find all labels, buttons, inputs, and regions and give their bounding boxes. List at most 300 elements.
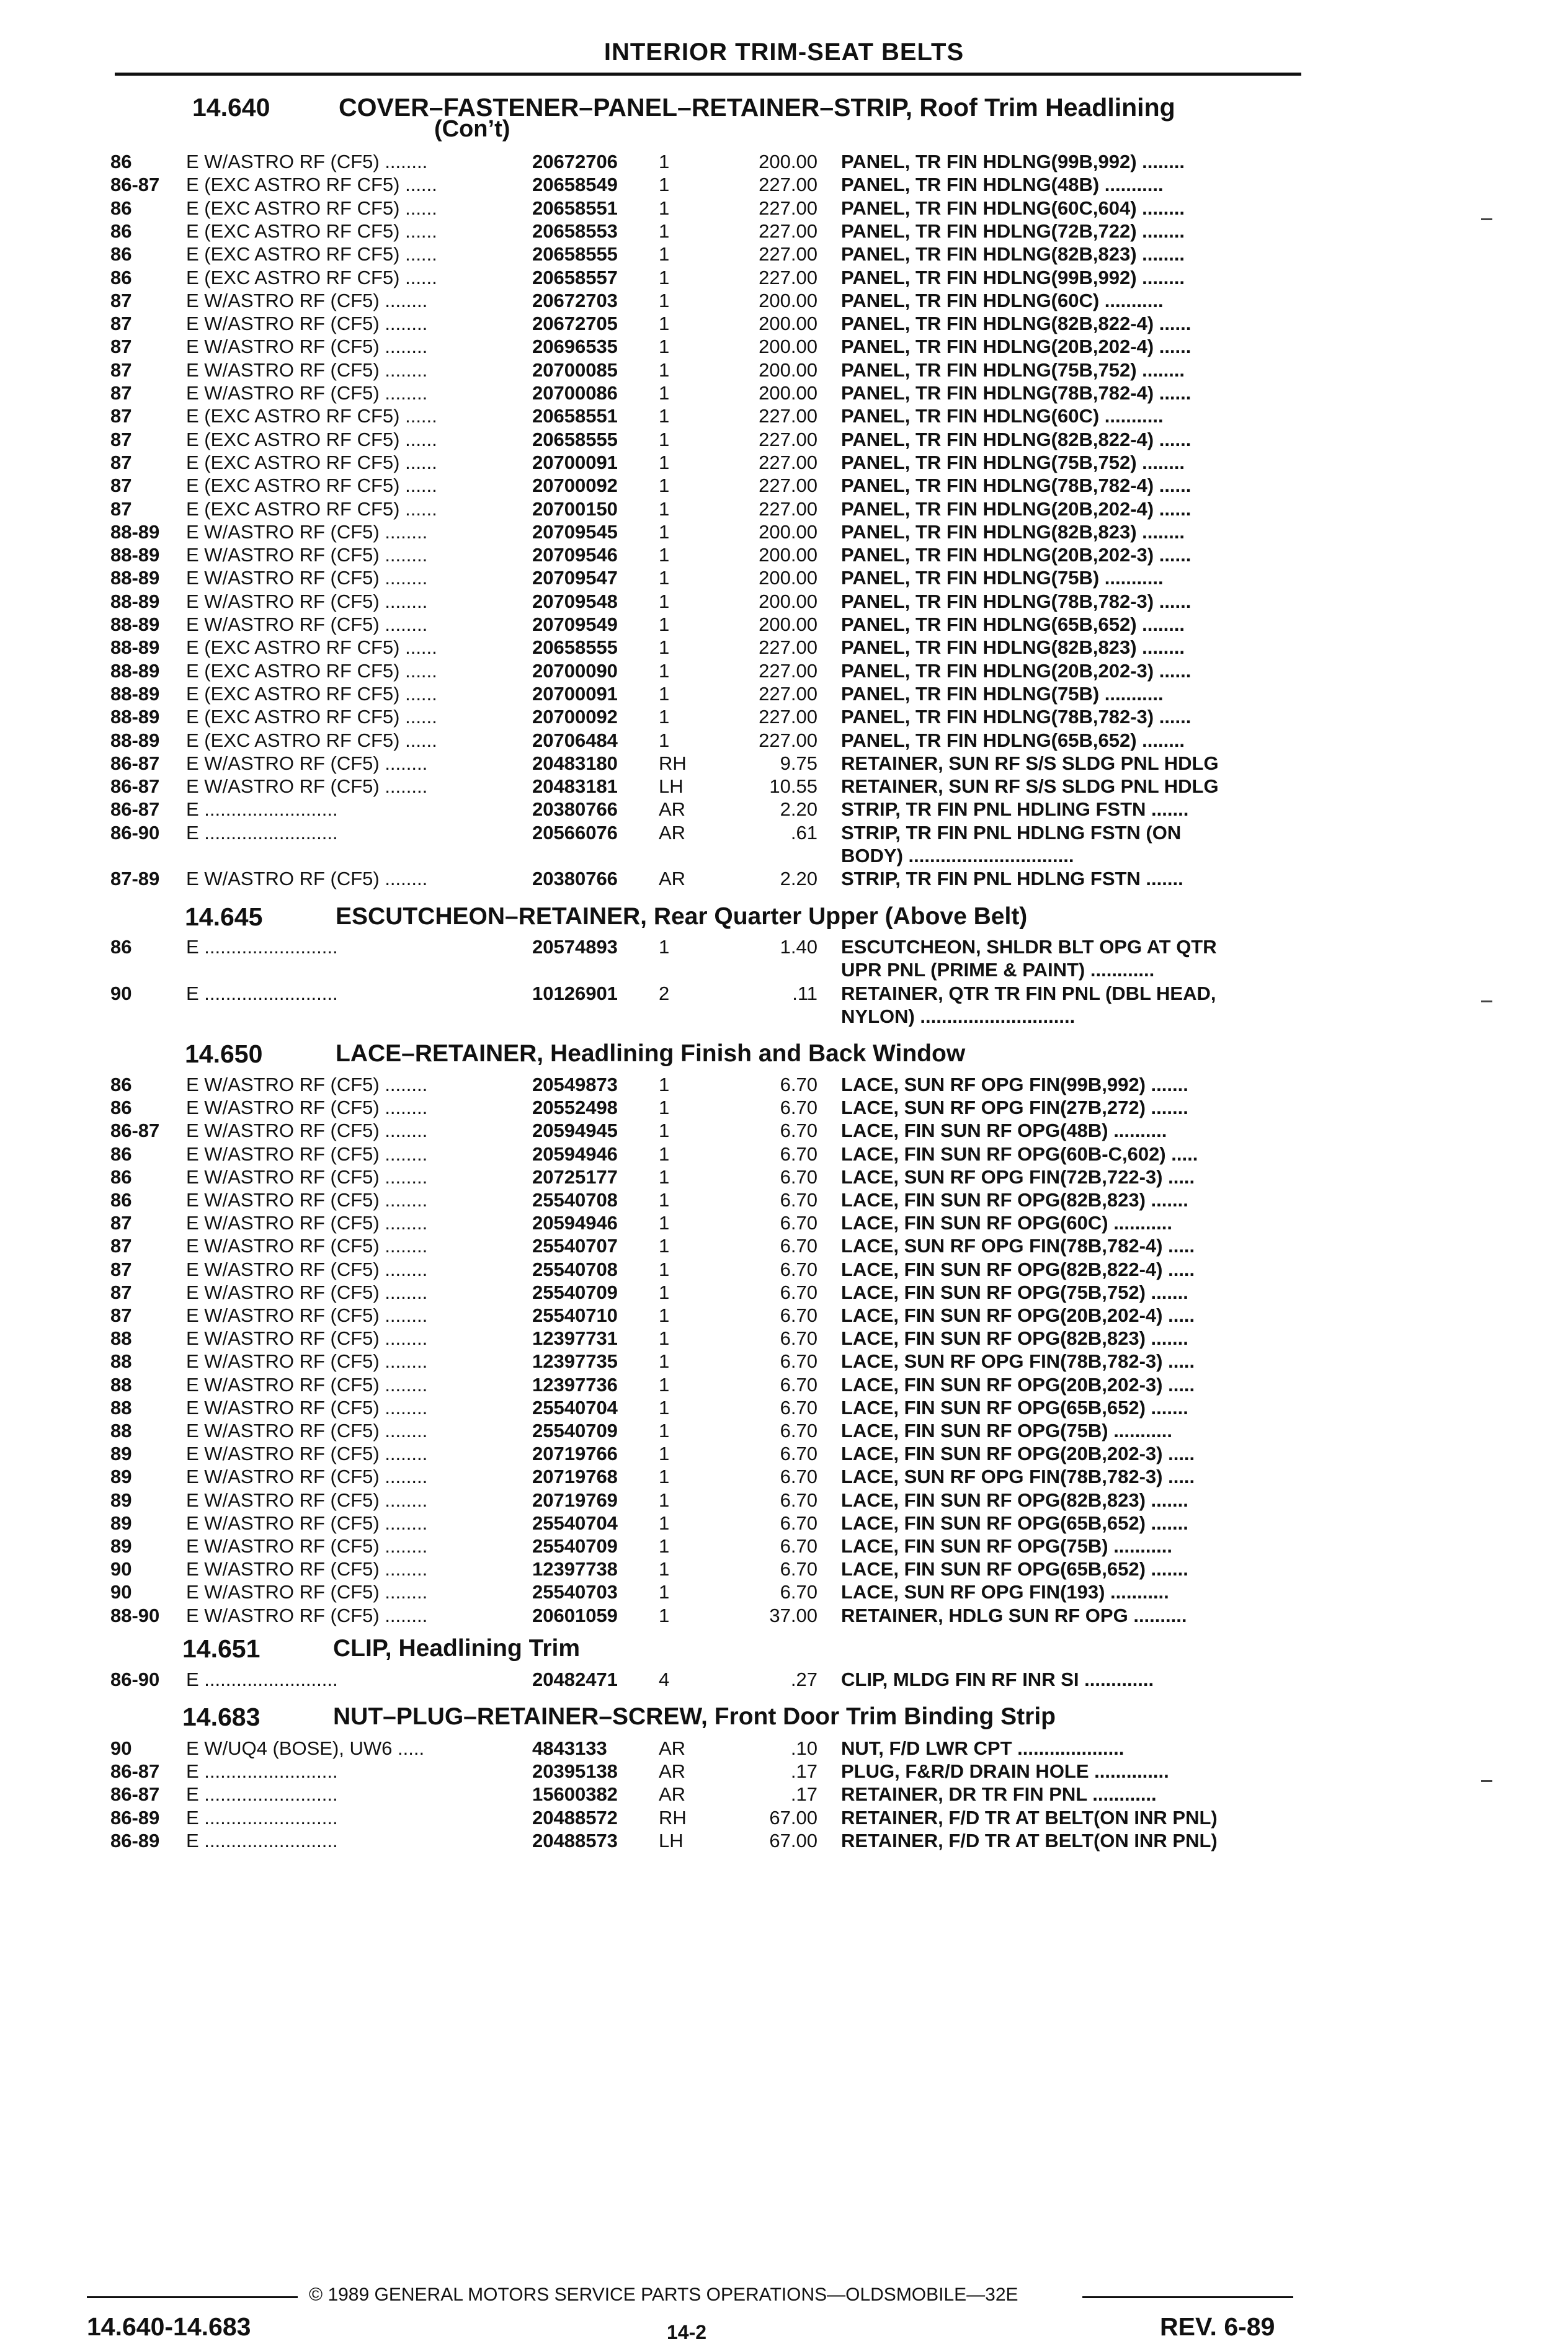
table-row — [0, 312, 1568, 335]
part-quantity: 1 — [659, 660, 670, 682]
part-price: 227.00 — [759, 452, 817, 473]
part-price: 227.00 — [759, 729, 817, 751]
part-description: LACE, SUN RF OPG FIN(78B,782-3) ..... — [841, 1350, 1195, 1372]
part-number: 20709545 — [532, 521, 618, 543]
part-model: E (EXC ASTRO RF CF5) ...... — [186, 405, 437, 427]
part-description: LACE, FIN SUN RF OPG(65B,652) ....... — [841, 1397, 1188, 1419]
part-description: PANEL, TR FIN HDLNG(75B) ........... — [841, 567, 1164, 589]
part-quantity: 1 — [659, 936, 670, 958]
part-number: 20706484 — [532, 729, 618, 751]
footer-rule-left — [87, 2296, 298, 2298]
part-description: PANEL, TR FIN HDLNG(78B,782-4) ...... — [841, 475, 1192, 496]
part-price: 200.00 — [759, 544, 817, 566]
table-row — [0, 173, 1568, 196]
part-description: LACE, FIN SUN RF OPG(20B,202-4) ..... — [841, 1304, 1195, 1326]
section-title: ESCUTCHEON–RETAINER, Rear Quarter Upper (Above Belt) — [336, 903, 1028, 930]
table-row — [0, 1188, 1568, 1211]
margin-mark — [1481, 1780, 1492, 1782]
part-price: 6.70 — [780, 1143, 817, 1165]
table-row — [0, 1327, 1568, 1350]
part-year: 89 — [110, 1443, 132, 1464]
part-description: NUT, F/D LWR CPT .................... — [841, 1737, 1125, 1759]
part-year: 86-87 — [110, 1120, 160, 1141]
part-price: 6.70 — [780, 1443, 817, 1464]
part-number: 20672706 — [532, 151, 618, 172]
table-row — [0, 613, 1568, 636]
part-description: PANEL, TR FIN HDLNG(75B,752) ........ — [841, 359, 1185, 381]
part-description: PANEL, TR FIN HDLNG(82B,822-4) ...... — [841, 313, 1192, 334]
table-row — [0, 1668, 1568, 1691]
part-model: E (EXC ASTRO RF CF5) ...... — [186, 636, 437, 658]
footer-copyright: © 1989 GENERAL MOTORS SERVICE PARTS OPERATIONS—OLDSMOBILE—32E — [309, 2284, 1018, 2305]
part-number: 20483180 — [532, 752, 618, 774]
part-quantity: 1 — [659, 683, 670, 705]
part-description: PANEL, TR FIN HDLNG(99B,992) ........ — [841, 267, 1185, 288]
footer-page-number: 14-2 — [667, 2321, 707, 2343]
part-year: 88 — [110, 1327, 132, 1349]
part-number: 10126901 — [532, 983, 618, 1004]
part-price: 227.00 — [759, 660, 817, 682]
part-description: LACE, FIN SUN RF OPG(60C) ........... — [841, 1212, 1172, 1234]
part-number: 20658551 — [532, 405, 618, 427]
footer-revision: REV. 6-89 — [1160, 2312, 1275, 2341]
table-row — [0, 1783, 1568, 1806]
part-description: RETAINER, F/D TR AT BELT(ON INR PNL) — [841, 1830, 1218, 1852]
part-price: 227.00 — [759, 636, 817, 658]
part-description: RETAINER, SUN RF S/S SLDG PNL HDLG — [841, 775, 1219, 797]
part-year: 90 — [110, 1581, 132, 1603]
part-model: E (EXC ASTRO RF CF5) ...... — [186, 267, 437, 288]
part-model: E W/ASTRO RF (CF5) ........ — [186, 313, 428, 334]
part-quantity: 1 — [659, 521, 670, 543]
part-quantity: AR — [659, 1783, 686, 1805]
part-price: 67.00 — [769, 1830, 817, 1852]
part-price: 227.00 — [759, 405, 817, 427]
part-model: E W/ASTRO RF (CF5) ........ — [186, 1212, 428, 1234]
part-model: E ......................... — [186, 983, 338, 1004]
part-number: 4843133 — [532, 1737, 607, 1759]
part-description: LACE, SUN RF OPG FIN(78B,782-3) ..... — [841, 1466, 1195, 1487]
part-quantity: 1 — [659, 567, 670, 589]
part-number: 20601059 — [532, 1605, 618, 1626]
part-year: 87 — [110, 313, 132, 334]
part-description: STRIP, TR FIN PNL HDLING FSTN ....... — [841, 798, 1189, 820]
part-price: 6.70 — [780, 1558, 817, 1580]
part-quantity: 1 — [659, 313, 670, 334]
part-description: PANEL, TR FIN HDLNG(82B,822-4) ...... — [841, 429, 1192, 450]
part-number: 20709546 — [532, 544, 618, 566]
part-quantity: RH — [659, 1807, 687, 1829]
part-quantity: 1 — [659, 1397, 670, 1419]
part-model: E W/ASTRO RF (CF5) ........ — [186, 290, 428, 311]
part-quantity: LH — [659, 1830, 684, 1852]
part-number: 20482471 — [532, 1669, 618, 1690]
part-number: 20658553 — [532, 220, 618, 242]
part-quantity: 1 — [659, 174, 670, 195]
part-year: 90 — [110, 1737, 132, 1759]
part-description: LACE, FIN SUN RF OPG(82B,823) ....... — [841, 1327, 1188, 1349]
part-description: PLUG, F&R/D DRAIN HOLE .............. — [841, 1760, 1169, 1782]
table-row — [0, 266, 1568, 289]
part-description: PANEL, TR FIN HDLNG(20B,202-3) ...... — [841, 544, 1192, 566]
table-row — [0, 150, 1568, 173]
table-row — [0, 1350, 1568, 1373]
part-number: 15600382 — [532, 1783, 618, 1805]
part-model: E W/ASTRO RF (CF5) ........ — [186, 1466, 428, 1487]
part-number: 20700090 — [532, 660, 618, 682]
part-number: 20658555 — [532, 636, 618, 658]
part-quantity: 1 — [659, 1489, 670, 1511]
header-rule — [115, 73, 1301, 76]
table-row — [0, 1073, 1568, 1096]
table-row — [0, 1580, 1568, 1603]
table-row — [0, 1373, 1568, 1396]
part-price: 6.70 — [780, 1397, 817, 1419]
table-row — [0, 335, 1568, 358]
part-model: E W/ASTRO RF (CF5) ........ — [186, 151, 428, 172]
section-title: NUT–PLUG–RETAINER–SCREW, Front Door Trim Binding Strip — [333, 1703, 1056, 1730]
table-row — [0, 775, 1568, 798]
part-number: 20488573 — [532, 1830, 618, 1852]
part-number: 25540710 — [532, 1304, 618, 1326]
part-model: E ......................... — [186, 1760, 338, 1782]
margin-mark — [1481, 218, 1492, 220]
part-model: E W/ASTRO RF (CF5) ........ — [186, 1443, 428, 1464]
part-quantity: 1 — [659, 429, 670, 450]
part-quantity: 1 — [659, 1512, 670, 1534]
part-year: 88-89 — [110, 590, 160, 612]
part-price: .61 — [790, 822, 817, 844]
part-year: 87 — [110, 475, 132, 496]
table-row — [0, 289, 1568, 312]
part-number: 12397735 — [532, 1350, 618, 1372]
part-number: 20672705 — [532, 313, 618, 334]
part-model: E (EXC ASTRO RF CF5) ...... — [186, 452, 437, 473]
part-quantity: 1 — [659, 1535, 670, 1557]
table-row — [0, 243, 1568, 265]
part-quantity: AR — [659, 798, 686, 820]
part-year: 86-87 — [110, 775, 160, 797]
table-row — [0, 359, 1568, 381]
part-price: 10.55 — [769, 775, 817, 797]
section-title: LACE–RETAINER, Headlining Finish and Back Window — [336, 1040, 966, 1067]
part-year: 86-89 — [110, 1830, 160, 1852]
table-row — [0, 474, 1568, 497]
part-quantity: 1 — [659, 1212, 670, 1234]
part-quantity: 1 — [659, 382, 670, 404]
part-model: E W/ASTRO RF (CF5) ........ — [186, 1558, 428, 1580]
part-description: LACE, FIN SUN RF OPG(60B-C,602) ..... — [841, 1143, 1198, 1165]
part-model: E W/ASTRO RF (CF5) ........ — [186, 590, 428, 612]
part-model: E W/ASTRO RF (CF5) ........ — [186, 1350, 428, 1372]
part-number: 25540709 — [532, 1420, 618, 1442]
part-quantity: 1 — [659, 1605, 670, 1626]
part-description: PANEL, TR FIN HDLNG(82B,823) ........ — [841, 243, 1185, 265]
part-number: 25540707 — [532, 1235, 618, 1257]
part-number: 20380766 — [532, 868, 618, 889]
part-year: 86 — [110, 197, 132, 219]
part-quantity: 1 — [659, 1120, 670, 1141]
part-description: PANEL, TR FIN HDLNG(72B,722) ........ — [841, 220, 1185, 242]
table-row — [0, 935, 1568, 958]
table-row — [0, 1143, 1568, 1165]
section-number: 14.683 — [182, 1703, 261, 1731]
part-model: E W/ASTRO RF (CF5) ........ — [186, 1281, 428, 1303]
table-row — [0, 844, 1568, 867]
part-quantity: 1 — [659, 590, 670, 612]
section-title: CLIP, Headlining Trim — [333, 1635, 581, 1662]
part-description: PANEL, TR FIN HDLNG(20B,202-4) ...... — [841, 336, 1192, 357]
part-price: 227.00 — [759, 197, 817, 219]
part-price: 227.00 — [759, 429, 817, 450]
part-year: 86 — [110, 151, 132, 172]
part-quantity: 1 — [659, 243, 670, 265]
part-description: LACE, FIN SUN RF OPG(48B) .......... — [841, 1120, 1167, 1141]
part-number: 20594945 — [532, 1120, 618, 1141]
part-price: 6.70 — [780, 1189, 817, 1211]
part-quantity: 1 — [659, 452, 670, 473]
part-quantity: 1 — [659, 1327, 670, 1349]
part-model: E W/ASTRO RF (CF5) ........ — [186, 1166, 428, 1188]
part-price: 6.70 — [780, 1535, 817, 1557]
part-description: PANEL, TR FIN HDLNG(75B,752) ........ — [841, 452, 1185, 473]
part-model: E W/ASTRO RF (CF5) ........ — [186, 1535, 428, 1557]
part-price: 6.70 — [780, 1120, 817, 1141]
table-row — [0, 520, 1568, 543]
part-description: LACE, FIN SUN RF OPG(65B,652) ....... — [841, 1512, 1188, 1534]
part-price: .10 — [790, 1737, 817, 1759]
table-row — [0, 636, 1568, 659]
part-number: 25540704 — [532, 1397, 618, 1419]
part-number: 20658555 — [532, 243, 618, 265]
part-price: 200.00 — [759, 151, 817, 172]
part-number: 25540709 — [532, 1535, 618, 1557]
section-number: 14.651 — [182, 1634, 261, 1663]
part-price: 227.00 — [759, 683, 817, 705]
part-model: E W/ASTRO RF (CF5) ........ — [186, 1581, 428, 1603]
part-model: E W/ASTRO RF (CF5) ........ — [186, 775, 428, 797]
part-model: E W/ASTRO RF (CF5) ........ — [186, 336, 428, 357]
part-year: 86-90 — [110, 1669, 160, 1690]
part-description: PANEL, TR FIN HDLNG(78B,782-4) ...... — [841, 382, 1192, 404]
part-description: RETAINER, HDLG SUN RF OPG .......... — [841, 1605, 1187, 1626]
part-description: LACE, FIN SUN RF OPG(82B,823) ....... — [841, 1189, 1188, 1211]
part-model: E W/ASTRO RF (CF5) ........ — [186, 1605, 428, 1626]
part-quantity: 2 — [659, 983, 670, 1004]
part-number: 20709547 — [532, 567, 618, 589]
part-description: PANEL, TR FIN HDLNG(60C,604) ........ — [841, 197, 1185, 219]
table-row — [0, 1165, 1568, 1188]
part-quantity: 1 — [659, 1304, 670, 1326]
part-model: E (EXC ASTRO RF CF5) ...... — [186, 498, 437, 520]
part-description: CLIP, MLDG FIN RF INR SI ............. — [841, 1669, 1154, 1690]
table-row — [0, 958, 1568, 981]
part-number: 20658557 — [532, 267, 618, 288]
section-title: COVER–FASTENER–PANEL–RETAINER–STRIP, Roof Trim Headlining — [339, 93, 1175, 122]
part-description: LACE, SUN RF OPG FIN(99B,992) ....... — [841, 1074, 1188, 1095]
part-model: E (EXC ASTRO RF CF5) ...... — [186, 174, 437, 195]
part-description: LACE, SUN RF OPG FIN(72B,722-3) ..... — [841, 1166, 1195, 1188]
table-row — [0, 867, 1568, 890]
part-description: NYLON) ............................. — [841, 1005, 1076, 1027]
part-description: PANEL, TR FIN HDLNG(82B,823) ........ — [841, 521, 1185, 543]
part-model: E W/UQ4 (BOSE), UW6 ..... — [186, 1737, 425, 1759]
part-quantity: LH — [659, 775, 684, 797]
part-number: 20380766 — [532, 798, 618, 820]
part-quantity: 1 — [659, 1166, 670, 1188]
part-year: 87-89 — [110, 868, 160, 889]
part-quantity: 1 — [659, 636, 670, 658]
part-description: PANEL, TR FIN HDLNG(99B,992) ........ — [841, 151, 1185, 172]
part-number: 20658551 — [532, 197, 618, 219]
part-model: E ......................... — [186, 1783, 338, 1805]
margin-mark — [1481, 1000, 1492, 1002]
part-price: 6.70 — [780, 1259, 817, 1280]
table-row — [0, 1760, 1568, 1783]
table-row — [0, 1211, 1568, 1234]
part-model: E ......................... — [186, 822, 338, 844]
table-row — [0, 497, 1568, 520]
part-year: 86 — [110, 936, 132, 958]
part-price: 1.40 — [780, 936, 817, 958]
part-quantity: 1 — [659, 220, 670, 242]
part-description: PANEL, TR FIN HDLNG(78B,782-3) ...... — [841, 590, 1192, 612]
part-description: LACE, FIN SUN RF OPG(82B,822-4) ..... — [841, 1259, 1195, 1280]
part-year: 86-87 — [110, 752, 160, 774]
part-model: E W/ASTRO RF (CF5) ........ — [186, 1327, 428, 1349]
part-description: PANEL, TR FIN HDLNG(82B,823) ........ — [841, 636, 1185, 658]
part-quantity: 1 — [659, 1281, 670, 1303]
table-row — [0, 220, 1568, 243]
part-year: 86 — [110, 267, 132, 288]
part-year: 88-89 — [110, 567, 160, 589]
part-model: E (EXC ASTRO RF CF5) ...... — [186, 729, 437, 751]
part-number: 20700091 — [532, 452, 618, 473]
part-model: E ......................... — [186, 1830, 338, 1852]
table-row — [0, 1829, 1568, 1852]
part-number: 20594946 — [532, 1143, 618, 1165]
part-price: 6.70 — [780, 1350, 817, 1372]
part-price: 200.00 — [759, 359, 817, 381]
part-description: LACE, FIN SUN RF OPG(75B,752) ....... — [841, 1281, 1188, 1303]
part-description: LACE, FIN SUN RF OPG(82B,823) ....... — [841, 1489, 1188, 1511]
part-price: 227.00 — [759, 220, 817, 242]
part-model: E (EXC ASTRO RF CF5) ...... — [186, 475, 437, 496]
part-model: E W/ASTRO RF (CF5) ........ — [186, 359, 428, 381]
part-model: E ......................... — [186, 1669, 338, 1690]
part-quantity: AR — [659, 868, 686, 889]
part-quantity: 1 — [659, 1189, 670, 1211]
part-model: E W/ASTRO RF (CF5) ........ — [186, 1304, 428, 1326]
part-model: E W/ASTRO RF (CF5) ........ — [186, 1074, 428, 1095]
part-model: E W/ASTRO RF (CF5) ........ — [186, 521, 428, 543]
part-price: 227.00 — [759, 475, 817, 496]
part-quantity: 1 — [659, 336, 670, 357]
part-number: 20700092 — [532, 706, 618, 728]
table-row — [0, 752, 1568, 775]
part-description: LACE, SUN RF OPG FIN(78B,782-4) ..... — [841, 1235, 1195, 1257]
part-price: 200.00 — [759, 313, 817, 334]
part-quantity: 1 — [659, 1420, 670, 1442]
part-quantity: 1 — [659, 405, 670, 427]
part-year: 86 — [110, 1143, 132, 1165]
table-row — [0, 1419, 1568, 1442]
part-number: 20709549 — [532, 613, 618, 635]
part-number: 25540704 — [532, 1512, 618, 1534]
part-year: 89 — [110, 1466, 132, 1487]
table-row — [0, 982, 1568, 1005]
part-year: 87 — [110, 1259, 132, 1280]
part-description: PANEL, TR FIN HDLNG(20B,202-3) ...... — [841, 660, 1192, 682]
part-quantity: 1 — [659, 1259, 670, 1280]
part-year: 86-87 — [110, 1783, 160, 1805]
table-row — [0, 1737, 1568, 1760]
table-row — [0, 659, 1568, 682]
part-year: 86 — [110, 1166, 132, 1188]
part-quantity: 1 — [659, 359, 670, 381]
part-model: E W/ASTRO RF (CF5) ........ — [186, 1189, 428, 1211]
part-number: 20700092 — [532, 475, 618, 496]
table-row — [0, 566, 1568, 589]
part-year: 88-89 — [110, 683, 160, 705]
part-description: PANEL, TR FIN HDLNG(65B,652) ........ — [841, 613, 1185, 635]
part-quantity: 1 — [659, 1466, 670, 1487]
part-year: 86-87 — [110, 1760, 160, 1782]
part-model: E W/ASTRO RF (CF5) ........ — [186, 868, 428, 889]
part-quantity: 1 — [659, 1558, 670, 1580]
section-subtitle: (Con’t) — [434, 116, 510, 142]
section-number: 14.640 — [192, 93, 270, 122]
part-quantity: 1 — [659, 544, 670, 566]
part-number: 20395138 — [532, 1760, 618, 1782]
part-description: PANEL, TR FIN HDLNG(78B,782-3) ...... — [841, 706, 1192, 728]
part-price: .17 — [790, 1783, 817, 1805]
section-number: 14.650 — [185, 1040, 263, 1068]
part-quantity: 1 — [659, 706, 670, 728]
part-description: RETAINER, QTR TR FIN PNL (DBL HEAD, — [841, 983, 1216, 1004]
part-year: 89 — [110, 1489, 132, 1511]
part-model: E W/ASTRO RF (CF5) ........ — [186, 1235, 428, 1257]
part-year: 88 — [110, 1374, 132, 1396]
table-row — [0, 590, 1568, 613]
part-year: 88 — [110, 1420, 132, 1442]
part-price: 227.00 — [759, 267, 817, 288]
table-row — [0, 1512, 1568, 1535]
part-description: PANEL, TR FIN HDLNG(60C) ........... — [841, 290, 1164, 311]
part-quantity: 1 — [659, 1074, 670, 1095]
table-row — [0, 821, 1568, 844]
part-year: 87 — [110, 1304, 132, 1326]
part-price: 227.00 — [759, 706, 817, 728]
part-quantity: RH — [659, 752, 687, 774]
part-price: 6.70 — [780, 1097, 817, 1118]
part-number: 20566076 — [532, 822, 618, 844]
part-model: E W/ASTRO RF (CF5) ........ — [186, 1259, 428, 1280]
part-number: 20700085 — [532, 359, 618, 381]
part-year: 87 — [110, 405, 132, 427]
part-price: 6.70 — [780, 1212, 817, 1234]
table-row — [0, 1096, 1568, 1119]
part-year: 87 — [110, 1281, 132, 1303]
part-model: E W/ASTRO RF (CF5) ........ — [186, 544, 428, 566]
table-row — [0, 197, 1568, 220]
part-number: 20700086 — [532, 382, 618, 404]
part-description: STRIP, TR FIN PNL HDLNG FSTN (ON — [841, 822, 1182, 844]
part-quantity: 1 — [659, 1350, 670, 1372]
part-description: PANEL, TR FIN HDLNG(60C) ........... — [841, 405, 1164, 427]
table-row — [0, 1258, 1568, 1281]
part-model: E W/ASTRO RF (CF5) ........ — [186, 1374, 428, 1396]
